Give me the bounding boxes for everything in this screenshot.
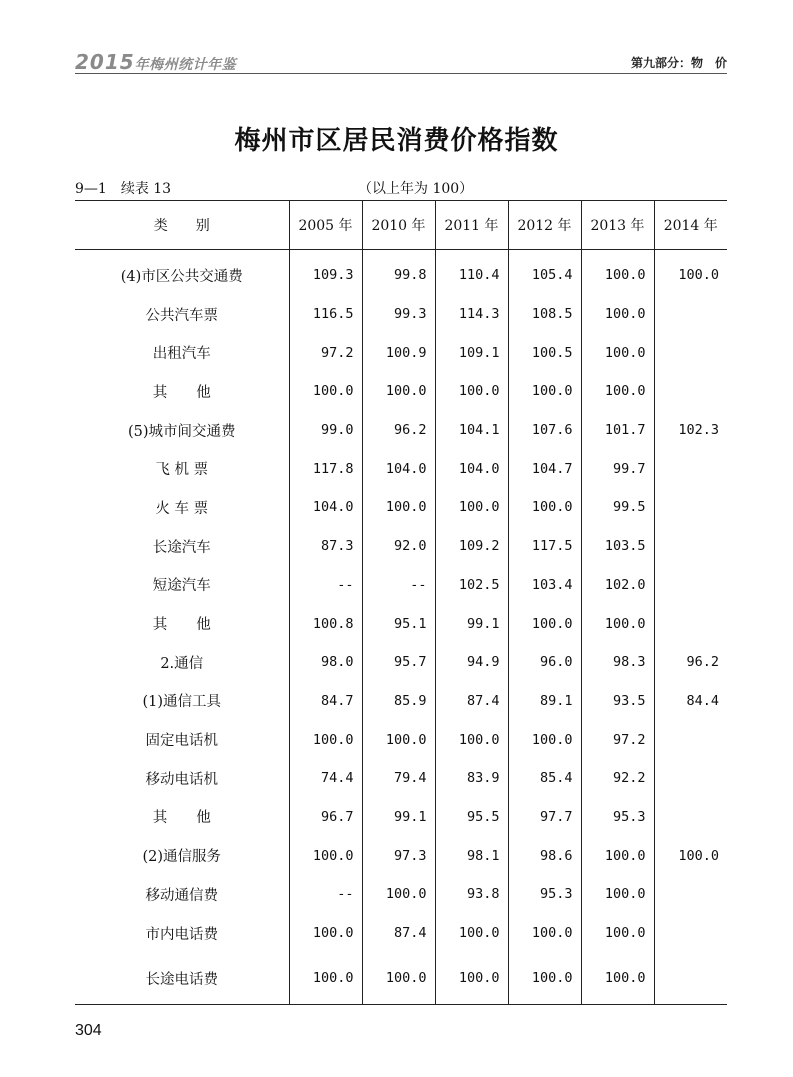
value-cell: 100.0: [435, 952, 508, 1005]
value-cell: 94.9: [435, 643, 508, 682]
table-row: [75, 682, 727, 721]
value-cell: 109.1: [435, 333, 508, 372]
value-cell: [654, 333, 727, 372]
category-cell: 火 车 票: [155, 500, 209, 517]
yearbook-name: 年梅州统计年鉴: [134, 57, 237, 73]
value-cell: 117.8: [289, 449, 362, 488]
column-header: 2011 年: [435, 201, 508, 250]
value-cell: 100.0: [362, 720, 435, 759]
category-cell: 短途汽车: [152, 578, 211, 595]
category-cell: (4)市区公共交通费: [120, 268, 243, 285]
value-cell: 79.4: [362, 759, 435, 798]
value-cell: 99.0: [289, 411, 362, 450]
category-cell: 公共汽车票: [145, 307, 218, 324]
value-cell: 100.0: [508, 488, 581, 527]
value-cell: 100.0: [581, 875, 654, 914]
value-cell: --: [289, 566, 362, 605]
value-cell: [654, 449, 727, 488]
value-cell: 100.0: [362, 875, 435, 914]
value-cell: [654, 295, 727, 334]
value-cell: 83.9: [435, 759, 508, 798]
value-cell: 100.0: [362, 952, 435, 1005]
table-row: [75, 527, 727, 566]
category-cell: 市内电话费: [145, 926, 218, 943]
value-cell: 100.0: [289, 372, 362, 411]
value-cell: 95.3: [581, 798, 654, 837]
column-header: 类 别: [75, 201, 289, 250]
value-cell: 87.4: [362, 914, 435, 953]
value-cell: --: [362, 566, 435, 605]
value-cell: [654, 875, 727, 914]
category-cell: 2.通信: [160, 655, 204, 672]
value-cell: 100.0: [581, 333, 654, 372]
value-cell: 74.4: [289, 759, 362, 798]
value-cell: [654, 759, 727, 798]
table-row: [75, 411, 727, 450]
table-row: [75, 488, 727, 527]
table-row: [75, 566, 727, 605]
category-cell: 移动电话机: [145, 771, 218, 788]
value-cell: 100.0: [289, 720, 362, 759]
value-cell: [654, 914, 727, 953]
value-cell: 92.0: [362, 527, 435, 566]
column-header: 2012 年: [508, 201, 581, 250]
value-cell: 100.0: [289, 836, 362, 875]
value-cell: 95.3: [508, 875, 581, 914]
table-row: [75, 295, 727, 334]
value-cell: 102.3: [654, 411, 727, 450]
value-cell: 104.0: [435, 449, 508, 488]
value-cell: 96.7: [289, 798, 362, 837]
value-cell: 104.0: [362, 449, 435, 488]
table-row: [75, 836, 727, 875]
value-cell: 93.5: [581, 682, 654, 721]
category-cell: 固定电话机: [145, 733, 218, 750]
value-cell: [654, 798, 727, 837]
value-cell: 100.0: [435, 488, 508, 527]
value-cell: [654, 952, 727, 1005]
value-cell: 100.0: [289, 952, 362, 1005]
value-cell: 93.8: [435, 875, 508, 914]
table-row: [75, 798, 727, 837]
value-cell: 96.2: [362, 411, 435, 450]
value-cell: 99.1: [435, 604, 508, 643]
value-cell: 84.4: [654, 682, 727, 721]
column-header: 2014 年: [654, 201, 727, 250]
value-cell: 99.3: [362, 295, 435, 334]
category-cell: 出租汽车: [152, 346, 211, 363]
value-cell: 99.1: [362, 798, 435, 837]
value-cell: [654, 604, 727, 643]
value-cell: 110.4: [435, 250, 508, 295]
table-row: [75, 250, 727, 295]
value-cell: 100.0: [362, 372, 435, 411]
value-cell: 114.3: [435, 295, 508, 334]
value-cell: 96.0: [508, 643, 581, 682]
value-cell: 87.4: [435, 682, 508, 721]
page-header: [75, 44, 727, 74]
value-cell: [654, 527, 727, 566]
category-cell: 长途汽车: [152, 539, 211, 556]
column-header: 2005 年: [289, 201, 362, 250]
table-row: [75, 333, 727, 372]
value-cell: 97.2: [289, 333, 362, 372]
table-row: [75, 875, 727, 914]
category-cell: (1)通信工具: [142, 694, 222, 711]
base-note: （以上年为 100）: [358, 181, 474, 197]
value-cell: 100.0: [508, 604, 581, 643]
page-title: 梅州市区居民消费价格指数: [234, 126, 559, 156]
header-divider: [75, 73, 727, 74]
column-header: 2013 年: [581, 201, 654, 250]
table-row: [75, 720, 727, 759]
category-cell: 长途电话费: [75, 952, 289, 1005]
value-cell: 109.2: [435, 527, 508, 566]
value-cell: 96.2: [654, 643, 727, 682]
value-cell: 100.0: [581, 604, 654, 643]
value-cell: 95.7: [362, 643, 435, 682]
table-row: [75, 372, 727, 411]
value-cell: 100.0: [581, 952, 654, 1005]
value-cell: 95.5: [435, 798, 508, 837]
category-cell: 其 他: [152, 617, 211, 634]
section-label: 第九部分：物 价: [630, 56, 727, 70]
value-cell: [654, 720, 727, 759]
value-cell: 100.0: [508, 372, 581, 411]
value-cell: 99.8: [362, 250, 435, 295]
value-cell: 101.7: [581, 411, 654, 450]
price-index-table: [75, 200, 727, 1005]
category-cell: (5)城市间交通费: [127, 423, 236, 440]
value-cell: 108.5: [508, 295, 581, 334]
value-cell: 98.1: [435, 836, 508, 875]
value-cell: 99.5: [581, 488, 654, 527]
value-cell: 100.0: [435, 914, 508, 953]
value-cell: 84.7: [289, 682, 362, 721]
value-cell: 85.9: [362, 682, 435, 721]
value-cell: [654, 566, 727, 605]
value-cell: 107.6: [508, 411, 581, 450]
value-cell: [654, 372, 727, 411]
category-cell: 飞 机 票: [155, 462, 209, 479]
value-cell: 100.0: [435, 720, 508, 759]
value-cell: 99.7: [581, 449, 654, 488]
value-cell: 117.5: [508, 527, 581, 566]
value-cell: 102.5: [435, 566, 508, 605]
value-cell: 100.8: [289, 604, 362, 643]
table-header-row: [75, 201, 727, 250]
table-row: [75, 914, 727, 953]
value-cell: 89.1: [508, 682, 581, 721]
page-number: 304: [75, 1022, 102, 1039]
value-cell: 92.2: [581, 759, 654, 798]
value-cell: 103.4: [508, 566, 581, 605]
value-cell: 102.0: [581, 566, 654, 605]
value-cell: --: [289, 875, 362, 914]
table-row: [75, 952, 727, 1005]
value-cell: 85.4: [508, 759, 581, 798]
value-cell: 104.7: [508, 449, 581, 488]
value-cell: 87.3: [289, 527, 362, 566]
value-cell: 100.0: [435, 372, 508, 411]
value-cell: 100.0: [362, 488, 435, 527]
value-cell: 98.6: [508, 836, 581, 875]
table-row: [75, 643, 727, 682]
value-cell: 100.5: [508, 333, 581, 372]
category-cell: 其 他: [152, 384, 211, 401]
yearbook-year: 2015: [75, 50, 135, 74]
value-cell: 100.0: [581, 295, 654, 334]
table-body: [75, 250, 727, 1005]
value-cell: 116.5: [289, 295, 362, 334]
table-row: [75, 449, 727, 488]
value-cell: 100.0: [508, 952, 581, 1005]
value-cell: 105.4: [508, 250, 581, 295]
value-cell: 100.0: [654, 250, 727, 295]
value-cell: 104.0: [289, 488, 362, 527]
value-cell: 100.0: [581, 914, 654, 953]
value-cell: 95.1: [362, 604, 435, 643]
value-cell: 100.0: [581, 372, 654, 411]
table-number: 9—1 续表 13: [75, 181, 172, 197]
value-cell: 97.7: [508, 798, 581, 837]
category-cell: 其 他: [152, 810, 211, 827]
value-cell: 100.9: [362, 333, 435, 372]
value-cell: 98.0: [289, 643, 362, 682]
table-row: [75, 759, 727, 798]
table-row: [75, 604, 727, 643]
value-cell: 103.5: [581, 527, 654, 566]
value-cell: 109.3: [289, 250, 362, 295]
category-cell: 移动通信费: [145, 887, 218, 904]
value-cell: 100.0: [654, 836, 727, 875]
value-cell: 100.0: [508, 720, 581, 759]
category-cell: (2)通信服务: [142, 849, 222, 866]
value-cell: 100.0: [289, 914, 362, 953]
value-cell: 98.3: [581, 643, 654, 682]
value-cell: 100.0: [581, 250, 654, 295]
yearbook-title: [75, 50, 236, 74]
value-cell: 104.1: [435, 411, 508, 450]
value-cell: [654, 488, 727, 527]
value-cell: 100.0: [508, 914, 581, 953]
value-cell: 100.0: [581, 836, 654, 875]
column-header: 2010 年: [362, 201, 435, 250]
value-cell: 97.2: [581, 720, 654, 759]
value-cell: 97.3: [362, 836, 435, 875]
